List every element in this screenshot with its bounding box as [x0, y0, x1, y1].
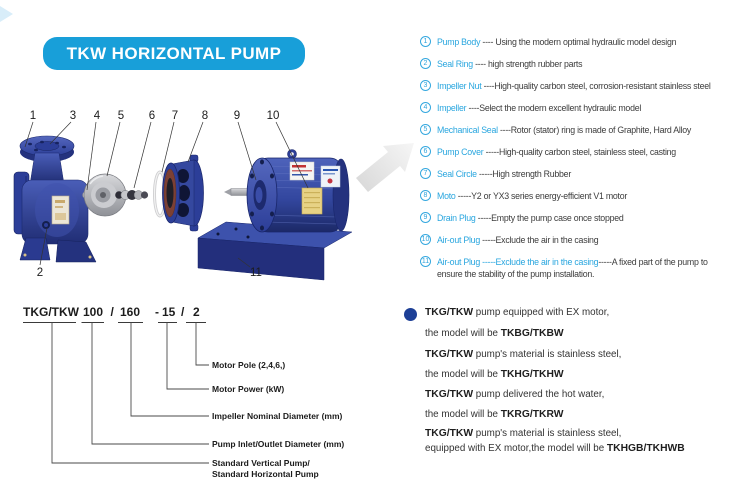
- model-code-segment: 2: [193, 305, 200, 319]
- pump-exploded-diagram: [0, 92, 430, 292]
- part-number-label: 6: [148, 110, 156, 122]
- model-code-segment: 100: [83, 305, 104, 319]
- part-name: Seal Ring: [437, 59, 473, 69]
- circled-number: 1: [420, 36, 431, 47]
- circled-number: 7: [420, 168, 431, 179]
- part-description: ---- Using the modern optimal hydraulic model design: [480, 37, 677, 47]
- list-item: [420, 36, 756, 48]
- flow-arrow-icon: [356, 143, 414, 192]
- code-label-standard-pump-1: Standard Vertical Pump/: [212, 458, 310, 468]
- part-description: ----High-quality carbon steel, corrosion-resistant stainless steel: [481, 81, 711, 91]
- variant-line: TKG/TKW pump's material is stainless steel,: [425, 428, 622, 439]
- code-label-motor-power: Motor Power (kW): [212, 384, 285, 394]
- circled-number: 2: [420, 58, 431, 69]
- model-code-prefix: TKG/TKW: [23, 305, 79, 319]
- variant-line: TKG/TKW pump delivered the hot water,: [425, 389, 605, 400]
- corner-accent-shape: [0, 6, 13, 22]
- list-item: [420, 80, 756, 92]
- circled-number: 8: [420, 190, 431, 201]
- part-number-label: 1: [29, 110, 37, 122]
- model-code-separator: /: [110, 305, 114, 319]
- model-code-segment: 15: [162, 305, 176, 319]
- list-item: [420, 212, 756, 224]
- part-number-label: 4: [93, 110, 101, 122]
- circled-number: 5: [420, 124, 431, 135]
- part-number-label: 11: [250, 267, 262, 279]
- part-description: -----High-quality carbon steel, stainless steel, casting: [483, 147, 676, 157]
- list-item: [420, 58, 756, 70]
- variant-line: TKG/TKW pump equipped with EX motor,: [425, 307, 610, 318]
- part-number-label: 5: [117, 110, 125, 122]
- model-code-separator: /: [181, 305, 185, 319]
- part-name: Drain Plug: [437, 213, 476, 223]
- circled-number: 4: [420, 102, 431, 113]
- code-label-standard-pump-2: Standard Horizontal Pump: [212, 469, 319, 479]
- list-item: [420, 102, 756, 114]
- part-description: -----High strength Rubber: [476, 169, 572, 179]
- model-code-segment: 160: [120, 305, 141, 319]
- part-description: ----Rotor (stator) ring is made of Graphite, Hard Alloy: [497, 125, 692, 135]
- circled-number: 9: [420, 212, 431, 223]
- part-description: -----Y2 or YX3 series energy-efficient V1 motor: [455, 191, 628, 201]
- list-item: [420, 146, 756, 158]
- pump-body: [14, 136, 96, 262]
- model-code-separator: -: [155, 305, 159, 319]
- parts-list: [420, 36, 756, 290]
- part-description: -----Empty the pump case once stopped: [475, 213, 624, 223]
- part-description: -----A fixed part of the pump to: [598, 257, 708, 267]
- list-item: [420, 168, 756, 180]
- code-connector-lines: [52, 323, 209, 464]
- mechanical-seal-stack: [115, 190, 148, 200]
- variant-lines: [425, 306, 749, 455]
- code-label-impeller-diameter: Impeller Nominal Diameter (mm): [212, 411, 343, 421]
- circled-number: 6: [420, 146, 431, 157]
- part-name: Air-out Plug: [437, 235, 480, 245]
- circled-number: 3: [420, 80, 431, 91]
- part-name: Seal Circle: [437, 169, 477, 179]
- circled-number: 10: [420, 234, 431, 245]
- part-name: Mechanical Seal: [437, 125, 498, 135]
- list-item: [420, 124, 756, 136]
- part-description: ----Select the modern excellent hydraulic model: [466, 103, 642, 113]
- part-name: Pump Cover: [437, 147, 484, 157]
- variant-line: the model will be TKBG/TKBW: [425, 328, 564, 339]
- model-code-nomenclature: [0, 295, 380, 495]
- part-name: Impeller: [437, 103, 467, 113]
- part-number-label: 9: [233, 110, 241, 122]
- page-title-banner: [43, 37, 305, 70]
- part-number-label: 7: [171, 110, 179, 122]
- part-name: Pump Body: [437, 37, 481, 47]
- page-title: TKW HORIZONTAL PUMP: [66, 43, 282, 63]
- circled-number: 11: [420, 256, 431, 267]
- variant-line: equipped with EX motor,the model will be TKHGB/TKHWB: [425, 443, 685, 454]
- bullet-icon: [404, 308, 417, 321]
- part-name: Impeller Nut: [437, 81, 482, 91]
- variant-line: the model will be TKHG/TKHW: [425, 369, 564, 380]
- variant-line: TKG/TKW pump's material is stainless steel,: [425, 349, 622, 360]
- code-label-inlet-outlet: Pump Inlet/Outlet Diameter (mm): [212, 439, 345, 449]
- code-label-motor-pole: Motor Pole (2,4,6,): [212, 360, 286, 370]
- part-description: -----Exclude the air in the casing: [479, 235, 599, 245]
- part-description-line2: ensure the stability of the pump installation.: [437, 269, 595, 279]
- list-item: [420, 256, 756, 280]
- part-name: Moto: [437, 191, 456, 201]
- variant-line: the model will be TKRG/TKRW: [425, 409, 564, 420]
- part-number-label: 3: [69, 110, 77, 122]
- list-item: [420, 234, 756, 246]
- part-name: Air-out Plug -----Exclude the air in the casing: [437, 257, 599, 267]
- part-description: ---- high strength rubber parts: [472, 59, 583, 69]
- part-number-label: 10: [266, 110, 280, 122]
- part-number-label: 2: [36, 267, 44, 279]
- list-item: [420, 190, 756, 202]
- part-number-label: 8: [201, 110, 209, 122]
- variant-models-section: [404, 306, 749, 455]
- motor: [247, 150, 349, 233]
- pump-cover: [163, 155, 204, 231]
